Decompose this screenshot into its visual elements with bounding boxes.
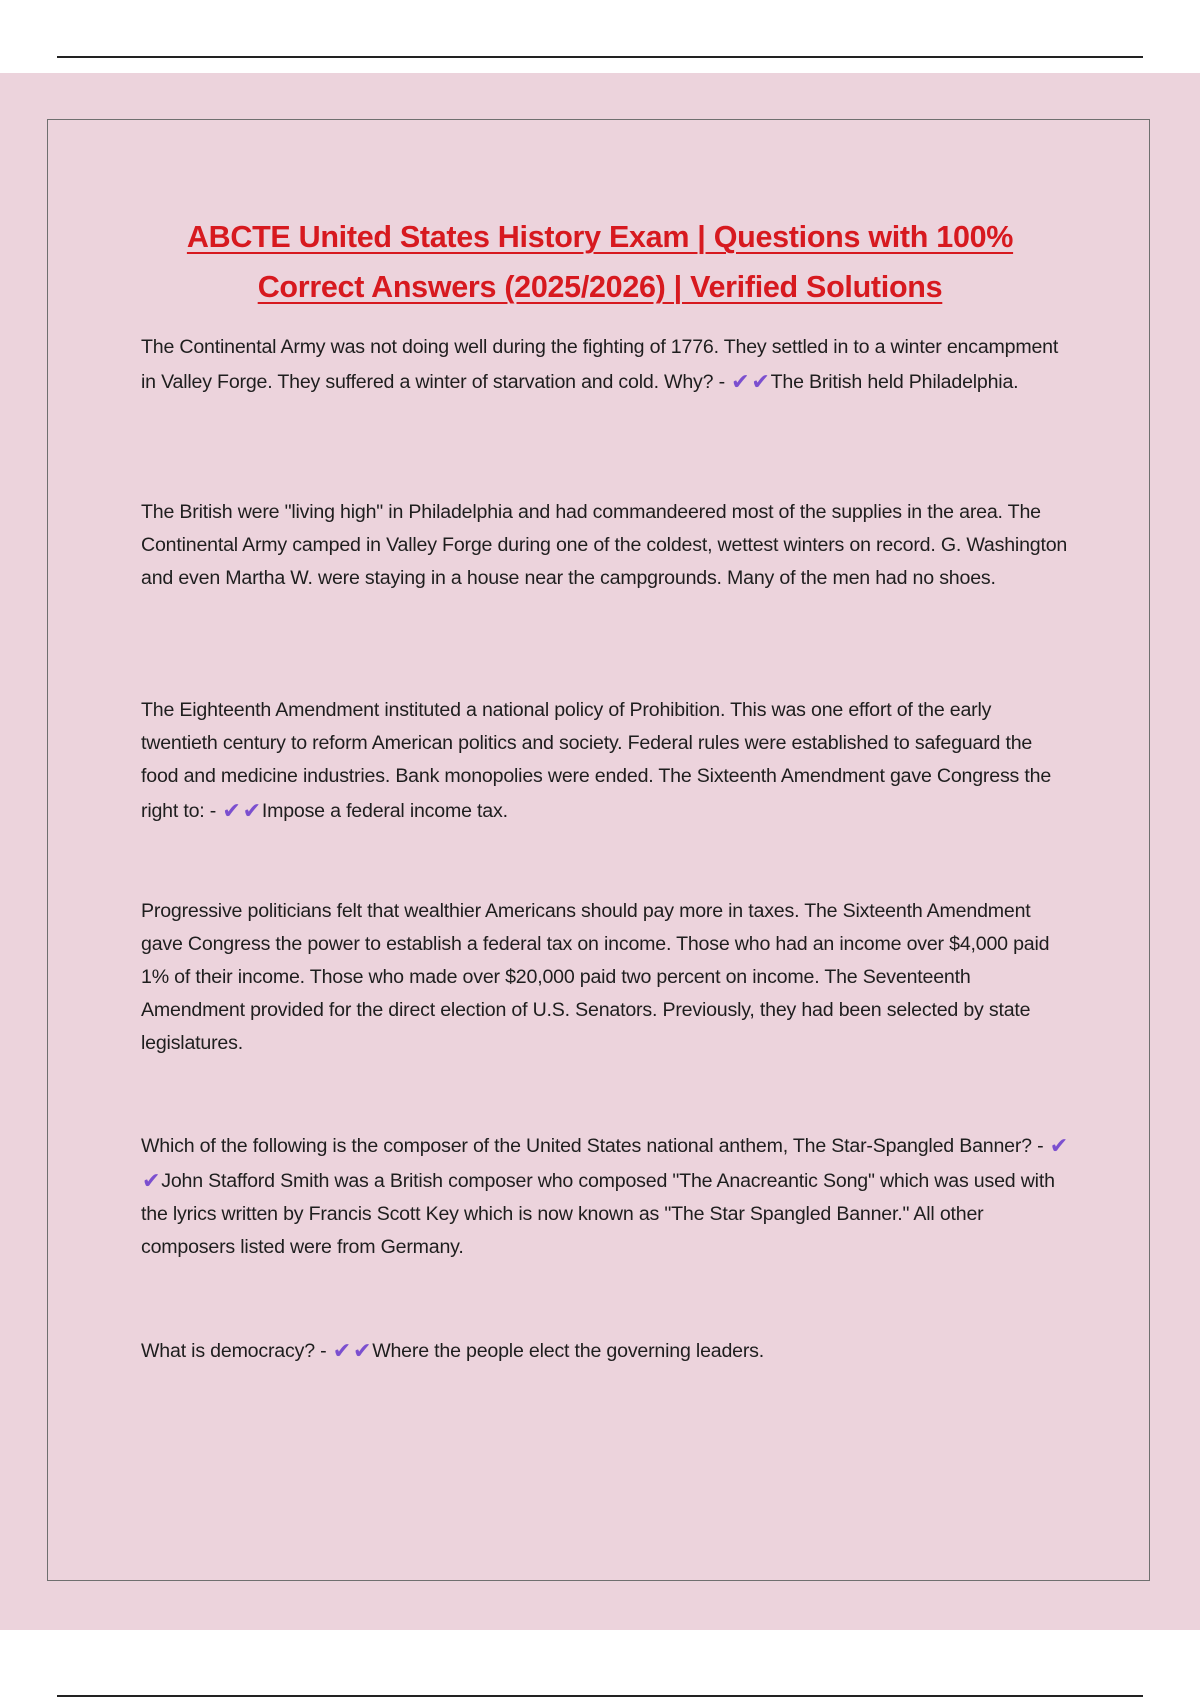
explanation-paragraph-2: [141, 895, 1071, 1060]
check-icon: ✔: [352, 1338, 372, 1363]
check-icon: ✔: [1049, 1133, 1068, 1158]
check-icon: ✔: [731, 369, 750, 394]
answer-text: Where the people elect the governing leaders.: [372, 1340, 765, 1362]
title-line-2: Correct Answers (2025/2026) | Verified Solutions: [257, 270, 943, 304]
explanation-text: Progressive politicians felt that wealthier Americans should pay more in taxes. The Sixteenth Amendment gave Congress the power to establish a federal tax on income. Those who had an income over $4,000 paid 1% of their income. Those who made over $20,000 paid two percent on income. The Seventeenth Amendment provided for the direct election of U.S. Senators. Previously, they had been selected by state legislatures.: [141, 900, 1050, 1054]
check-icon: ✔: [222, 798, 241, 823]
check-icon: ✔: [751, 369, 770, 394]
question-text: Which of the following is the composer of the United States national anthem, The Star-Spangled Banner? -: [141, 1135, 1049, 1157]
check-icon: ✔: [142, 1168, 161, 1193]
answer-text: The British held Philadelphia.: [770, 371, 1019, 393]
title-line-1: ABCTE United States History Exam | Questions with 100%: [186, 220, 1014, 254]
check-icon: ✔: [242, 798, 261, 823]
answer-text: Impose a federal income tax.: [261, 800, 508, 822]
bottom-rule: [57, 1695, 1143, 1697]
check-icon: ✔: [332, 1338, 351, 1363]
explanation-paragraph-1: [141, 496, 1071, 595]
question-text: The Eighteenth Amendment instituted a national policy of Prohibition. This was one effort of the early twentieth century to reform American politics and society. Federal rules were established to safeguard the food and medicine industries. Bank monopolies were ended. The Sixteenth Amendment gave Congress the right to: -: [141, 699, 1052, 822]
question-text: What is democracy? -: [141, 1340, 332, 1362]
answer-text: John Stafford Smith was a British composer who composed "The Anacreantic Song" which was used with the lyrics written by Francis Scott Key which is now known as "The Star Spangled Banner." All other composers listed were from Germany.: [141, 1170, 1055, 1258]
document-title: [100, 212, 1100, 312]
qa-item-1: [141, 331, 1071, 399]
qa-item-3: [141, 1128, 1071, 1264]
qa-item-2: [141, 694, 1071, 828]
explanation-text: The British were "living high" in Philadelphia and had commandeered most of the supplies in the area. The Continental Army camped in Valley Forge during one of the coldest, wettest winters on record. G. Washington and even Martha W. were staying in a house near the campgrounds. Many of the men had no shoes.: [141, 501, 1068, 589]
qa-item-4: [141, 1333, 1071, 1368]
top-rule: [57, 56, 1143, 58]
question-text: The Continental Army was not doing well during the fighting of 1776. They settled in to a winter encampment in Valley Forge. They suffered a winter of starvation and cold. Why? -: [141, 336, 1059, 393]
